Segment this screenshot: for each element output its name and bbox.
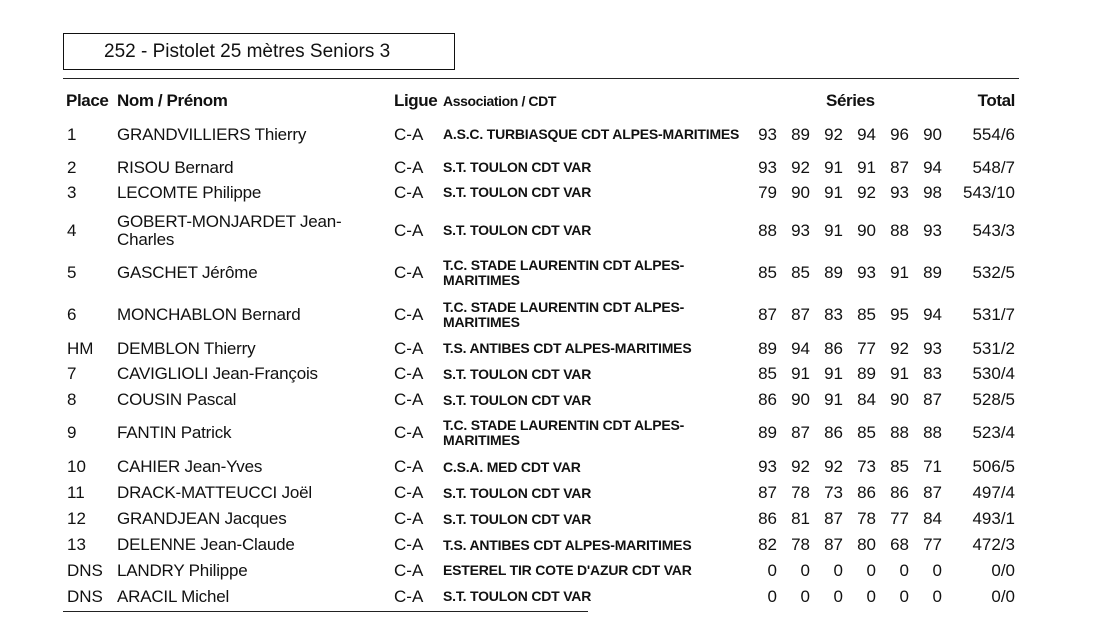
series-score: 85 [857,305,876,324]
row-series [744,208,946,253]
series-score: 85 [857,423,876,442]
row-association: T.C. STADE LAURENTIN CDT ALPES-MARITIMES [443,417,685,448]
table-row [0,337,1100,360]
row-ligue: C-A [394,509,424,528]
table-row [0,362,1100,386]
row-ligue: C-A [394,364,424,383]
row-total: 0/0 [991,560,1015,580]
series-score: 87 [890,157,909,177]
series-score: 93 [758,124,777,144]
series-score: 85 [758,262,777,282]
series-score: 73 [857,457,876,476]
row-place: 5 [67,262,77,282]
row-association: S.T. TOULON CDT VAR [443,184,592,200]
series-score: 83 [824,305,843,324]
table-row [0,533,1100,557]
series-score: 84 [857,390,876,409]
series-score: 86 [824,338,843,358]
row-place: 4 [67,220,77,240]
row-place: 6 [67,305,77,324]
row-association: T.S. ANTIBES CDT ALPES-MARITIMES [443,536,692,553]
table-row [0,297,1100,333]
row-ligue: C-A [394,305,424,324]
series-score: 91 [824,182,843,202]
row-series [744,337,946,360]
series-score: 89 [824,262,843,282]
series-score: 98 [923,182,942,202]
series-score: 93 [758,457,777,476]
row-total: 543/10 [963,182,1015,202]
row-association: S.T. TOULON CDT VAR [443,365,592,382]
series-score: 78 [857,509,876,528]
row-total: 506/5 [972,457,1015,476]
row-place: DNS [67,586,103,606]
row-name: LANDRY Philippe [117,560,248,580]
header-association: Association / CDT [443,93,556,109]
header-place: Place [66,91,109,110]
series-score: 90 [857,220,876,240]
row-place: HM [67,338,94,358]
series-score: 0 [932,586,942,606]
row-association: S.T. TOULON CDT VAR [443,484,592,501]
series-score: 79 [758,182,777,202]
row-total: 523/4 [972,423,1015,442]
series-score: 73 [824,483,843,502]
row-total: 528/5 [972,390,1015,409]
series-score: 0 [866,586,876,606]
row-place: 13 [67,535,86,554]
row-total: 0/0 [991,586,1015,606]
series-score: 93 [923,220,942,240]
row-place: 1 [67,124,77,144]
table-row [0,481,1100,505]
row-series [744,455,946,479]
series-score: 85 [791,262,810,282]
series-score: 83 [923,364,942,383]
row-total: 548/7 [972,157,1015,177]
header-series: Séries [826,91,875,110]
row-place: 12 [67,509,86,528]
series-score: 80 [857,535,876,554]
row-name: FANTIN Patrick [117,423,232,442]
row-place: 7 [67,364,77,383]
row-association: A.S.C. TURBIASQUE CDT ALPES-MARITIMES [443,126,740,142]
row-name: RISOU Bernard [117,157,234,177]
series-score: 87 [791,305,810,324]
series-score: 89 [857,364,876,383]
series-score: 89 [923,262,942,282]
series-score: 87 [758,305,777,324]
series-score: 89 [758,423,777,442]
row-name: DEMBLON Thierry [117,338,256,358]
row-name: GOBERT-MONJARDET Jean-Charles [117,211,342,249]
series-score: 88 [890,423,909,442]
row-ligue: C-A [394,586,424,606]
series-score: 92 [857,182,876,202]
series-score: 86 [824,423,843,442]
series-score: 77 [890,509,909,528]
series-score: 91 [857,157,876,177]
series-score: 81 [791,509,810,528]
row-place: 10 [67,457,86,476]
series-score: 91 [824,390,843,409]
row-ligue: C-A [394,182,424,202]
table-row [0,507,1100,531]
row-total: 497/4 [972,483,1015,502]
series-score: 94 [923,157,942,177]
series-score: 95 [890,305,909,324]
row-name: DRACK-MATTEUCCI Joël [117,483,312,502]
row-total: 554/6 [972,124,1015,144]
series-score: 0 [800,586,810,606]
table-row [0,455,1100,479]
series-score: 93 [923,338,942,358]
row-series [744,117,946,152]
row-name: GASCHET Jérôme [117,262,258,282]
header-ligue: Ligue [394,91,438,110]
row-place: 3 [67,182,77,202]
series-score: 0 [899,586,909,606]
series-score: 86 [758,390,777,409]
header-divider [63,78,1019,79]
table-row [0,208,1100,253]
row-ligue: C-A [394,390,424,409]
series-score: 87 [791,423,810,442]
series-score: 93 [791,220,810,240]
series-score: 96 [890,124,909,144]
event-title: 252 - Pistolet 25 mètres Seniors 3 [63,33,455,70]
row-ligue: C-A [394,423,424,442]
row-series [744,507,946,531]
header-name: Nom / Prénom [117,91,228,110]
row-association: S.T. TOULON CDT VAR [443,222,592,238]
series-score: 77 [923,535,942,554]
series-score: 92 [890,338,909,358]
table-row [0,584,1100,609]
row-name: COUSIN Pascal [117,390,237,409]
row-series [744,297,946,333]
series-score: 92 [824,124,843,144]
row-total: 531/7 [972,305,1015,324]
table-row [0,117,1100,152]
row-series [744,584,946,609]
series-score: 0 [932,560,942,580]
row-place: 9 [67,423,77,442]
series-score: 94 [857,124,876,144]
series-score: 91 [824,220,843,240]
row-name: GRANDJEAN Jacques [117,509,287,528]
row-place: DNS [67,560,103,580]
row-place: 2 [67,157,77,177]
series-score: 91 [824,364,843,383]
row-ligue: C-A [394,338,424,358]
series-score: 77 [857,338,876,358]
row-series [744,255,946,290]
row-name: CAVIGLIOLI Jean-François [117,364,318,383]
row-series [744,181,946,204]
series-score: 94 [791,338,810,358]
row-series [744,156,946,179]
table-row [0,558,1100,583]
series-score: 90 [890,390,909,409]
row-association: S.T. TOULON CDT VAR [443,391,592,408]
series-score: 82 [758,535,777,554]
row-association: T.C. STADE LAURENTIN CDT ALPES-MARITIMES [443,299,685,330]
series-score: 71 [923,457,942,476]
series-score: 0 [767,560,777,580]
series-score: 78 [791,535,810,554]
series-score: 0 [800,560,810,580]
series-score: 87 [824,535,843,554]
row-total: 530/4 [972,364,1015,383]
footer-divider [63,611,588,612]
row-ligue: C-A [394,535,424,554]
row-total: 532/5 [972,262,1015,282]
header-total: Total [977,91,1015,110]
series-score: 92 [791,457,810,476]
row-name: DELENNE Jean-Claude [117,535,295,554]
series-score: 85 [758,364,777,383]
series-score: 68 [890,535,909,554]
table-row [0,181,1100,204]
row-association: T.C. STADE LAURENTIN CDT ALPES-MARITIMES [443,256,685,288]
row-ligue: C-A [394,220,424,240]
row-association: S.T. TOULON CDT VAR [443,510,592,527]
series-score: 84 [923,509,942,528]
row-series [744,415,946,451]
row-name: MONCHABLON Bernard [117,305,301,324]
row-ligue: C-A [394,457,424,476]
row-association: S.T. TOULON CDT VAR [443,588,592,604]
series-score: 91 [890,364,909,383]
row-name: CAHIER Jean-Yves [117,457,263,476]
series-score: 91 [791,364,810,383]
series-score: 90 [923,124,942,144]
row-total: 493/1 [972,509,1015,528]
row-ligue: C-A [394,124,424,144]
row-ligue: C-A [394,157,424,177]
row-place: 11 [67,483,85,502]
series-score: 88 [923,423,942,442]
row-place: 8 [67,390,77,409]
series-score: 90 [791,390,810,409]
row-association: S.T. TOULON CDT VAR [443,159,592,175]
series-score: 86 [758,509,777,528]
row-name: ARACIL Michel [117,586,230,606]
series-score: 0 [833,586,843,606]
series-score: 87 [923,390,942,409]
series-score: 85 [890,457,909,476]
row-series [744,533,946,557]
row-total: 472/3 [972,535,1015,554]
row-association: T.S. ANTIBES CDT ALPES-MARITIMES [443,340,692,356]
series-score: 89 [758,338,777,358]
series-score: 86 [857,483,876,502]
row-total: 531/2 [972,338,1015,358]
table-row [0,255,1100,290]
row-association: C.S.A. MED CDT VAR [443,458,581,475]
series-score: 0 [866,560,876,580]
row-ligue: C-A [394,483,424,502]
series-score: 86 [890,483,909,502]
series-score: 92 [791,157,810,177]
table-row [0,388,1100,412]
series-score: 0 [833,560,843,580]
row-total: 543/3 [972,220,1015,240]
row-ligue: C-A [394,262,424,282]
series-score: 93 [758,157,777,177]
series-score: 90 [791,182,810,202]
series-score: 87 [824,509,843,528]
row-name: GRANDVILLIERS Thierry [117,124,307,144]
series-score: 87 [758,483,777,502]
row-series [744,388,946,412]
series-score: 78 [791,483,810,502]
series-score: 87 [923,483,942,502]
series-score: 89 [791,124,810,144]
series-score: 0 [899,560,909,580]
series-score: 92 [824,457,843,476]
series-score: 94 [923,305,942,324]
series-score: 88 [890,220,909,240]
row-ligue: C-A [394,560,424,580]
row-name: LECOMTE Philippe [117,182,262,202]
series-score: 93 [890,182,909,202]
series-score: 91 [824,157,843,177]
series-score: 88 [758,220,777,240]
table-row [0,156,1100,179]
row-association: ESTEREL TIR COTE D'AZUR CDT VAR [443,562,692,578]
series-score: 0 [767,586,777,606]
series-score: 93 [857,262,876,282]
row-series [744,558,946,583]
series-score: 91 [890,262,909,282]
table-row [0,415,1100,451]
row-series [744,481,946,505]
row-series [744,362,946,386]
